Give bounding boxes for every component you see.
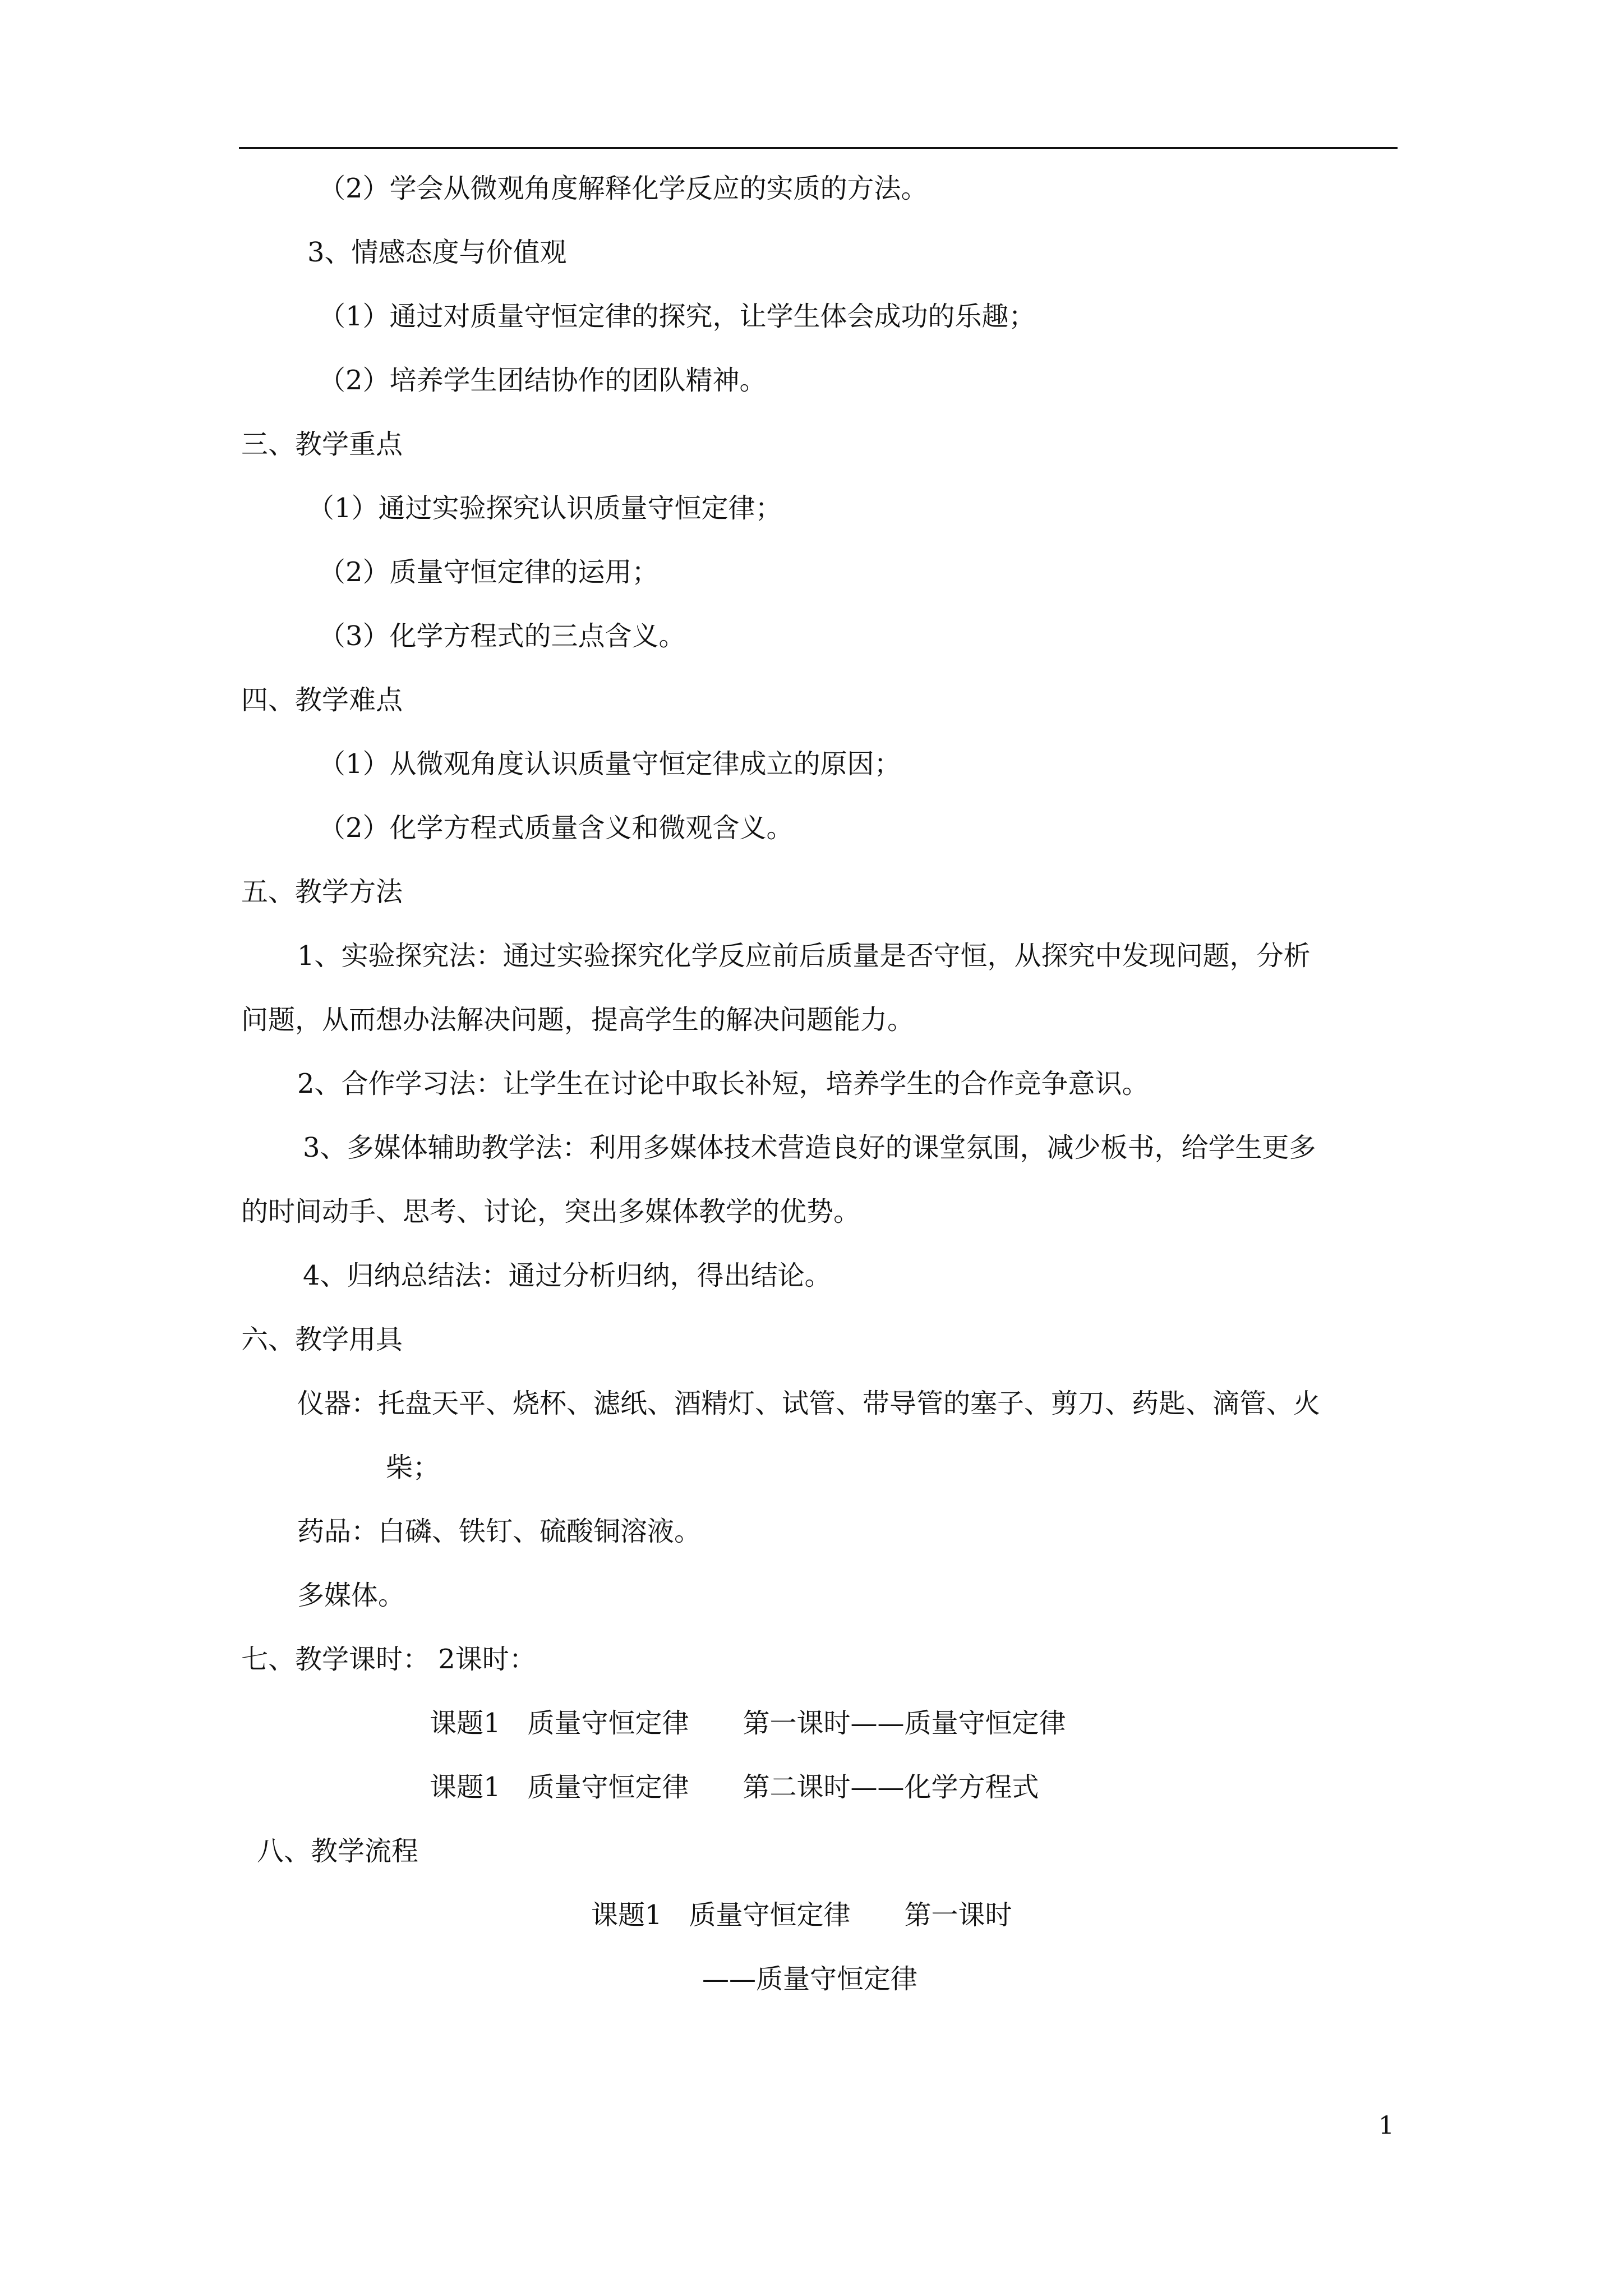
heading-teaching-flow: 八、教学流程 [257,1835,419,1867]
instruments-line-1: 仪器：托盘天平、烧杯、滤纸、酒精灯、试管、带导管的塞子、剪刀、药匙、滴管、火 [297,1388,1321,1419]
objective-line-2-2: （2）学会从微观角度解释化学反应的实质的方法。 [319,173,928,204]
heading-teaching-aids: 六、教学用具 [241,1324,403,1355]
lesson-title-line-1: 课题1 质量守恒定律 第一课时 [591,1899,1012,1931]
header-rule [239,147,1398,149]
key-point-2: （2）质量守恒定律的运用； [319,556,659,588]
key-point-1: （1）通过实验探究认识质量守恒定律； [307,493,782,524]
key-point-3: （3）化学方程式的三点含义。 [319,620,686,652]
objective-line-3-2: （2）培养学生团结协作的团队精神。 [319,365,767,396]
multimedia-line: 多媒体。 [297,1580,405,1611]
class-hour-1: 课题1 质量守恒定律 第一课时——质量守恒定律 [430,1708,1066,1739]
subheading-emotion-attitude: 3、情感态度与价值观 [307,237,567,268]
heading-class-hours: 七、教学课时： 2课时： [241,1644,536,1675]
method-4: 4、归纳总结法：通过分析归纳，得出结论。 [303,1260,832,1291]
heading-difficulties: 四、教学难点 [241,684,403,716]
objective-line-3-1: （1）通过对质量守恒定律的探究，让学生体会成功的乐趣； [319,301,1036,332]
method-3-line-2: 的时间动手、思考、讨论，突出多媒体教学的优势。 [241,1196,861,1227]
instruments-line-2: 柴； [386,1452,440,1483]
page-number: 1 [1378,2111,1394,2140]
class-hour-2: 课题1 质量守恒定律 第二课时——化学方程式 [430,1772,1039,1803]
method-1-line-2: 问题，从而想办法解决问题，提高学生的解决问题能力。 [241,1004,915,1036]
heading-methods: 五、教学方法 [241,876,403,908]
difficulty-1: （1）从微观角度认识质量守恒定律成立的原因； [319,748,901,780]
heading-key-points: 三、教学重点 [241,429,403,460]
method-1-line-1: 1、实验探究法：通过实验探究化学反应前后质量是否守恒，从探究中发现问题，分析 [297,940,1311,972]
method-2: 2、合作学习法：让学生在讨论中取长补短，培养学生的合作竞争意识。 [297,1068,1149,1099]
lesson-title-line-2: ——质量守恒定律 [702,1963,918,1995]
method-3-line-1: 3、多媒体辅助教学法：利用多媒体技术营造良好的课堂氛围，减少板书，给学生更多 [303,1132,1316,1163]
reagents-line: 药品：白磷、铁钉、硫酸铜溶液。 [297,1516,702,1547]
difficulty-2: （2）化学方程式质量含义和微观含义。 [319,812,794,844]
